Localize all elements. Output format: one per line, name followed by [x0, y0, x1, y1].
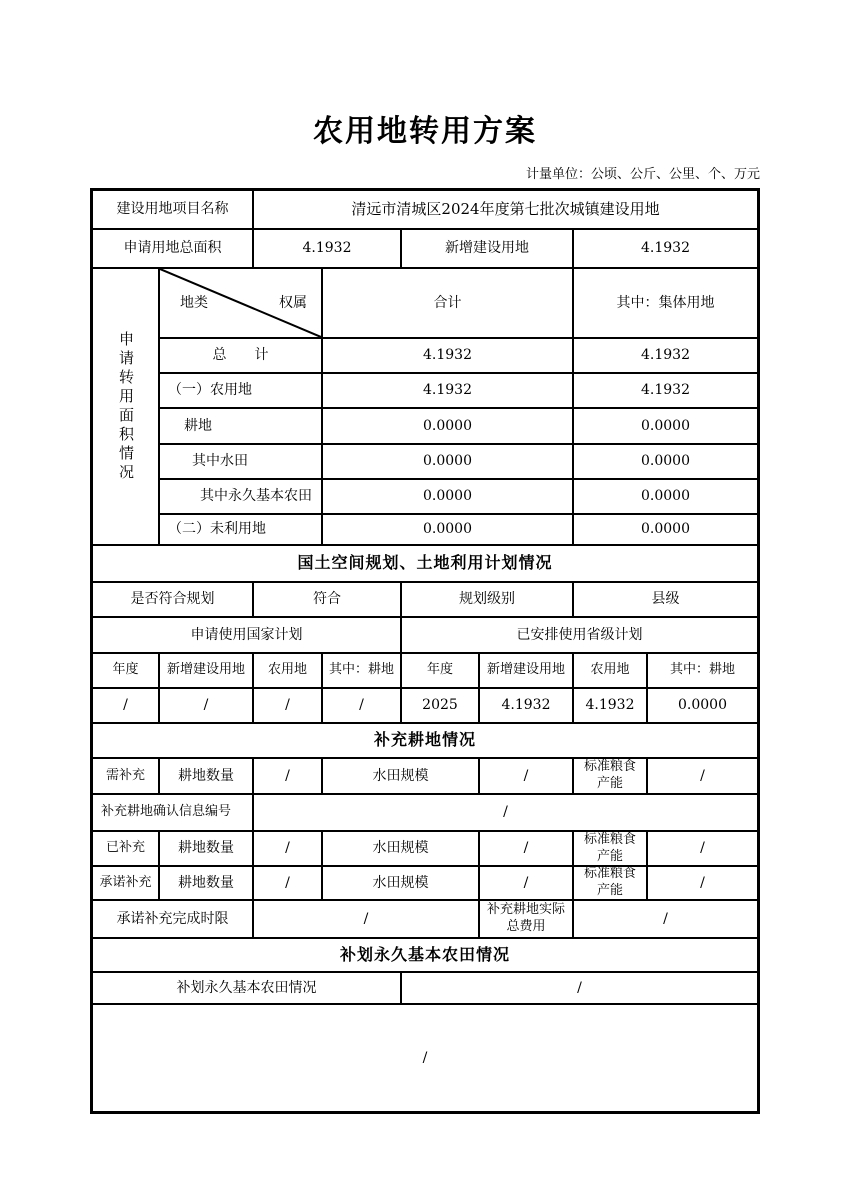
deadline-label: 承诺补充完成时限 [93, 901, 254, 939]
promise-supplement-label: 承诺补充 [93, 867, 160, 901]
diagonal-header-cell [160, 269, 323, 339]
form-table [90, 188, 760, 1114]
promise-qty-value: / [254, 867, 323, 901]
national-plan-cultivated: / [323, 689, 402, 724]
plan-col-header-year: 年度 [93, 654, 160, 689]
permanent-basic-farmland-collective: 0.0000 [574, 480, 757, 515]
done-grain-label: 标准粮食产能 [574, 832, 648, 867]
agricultural-land-total: 4.1932 [323, 374, 574, 409]
actual-fee-label: 补充耕地实际总费用 [480, 901, 574, 939]
done-qty-label: 耕地数量 [160, 832, 254, 867]
provincial-plan-agri-land: 4.1932 [574, 689, 648, 724]
diagonal-label-ownership: 权属 [279, 294, 307, 311]
diagonal-label-landtype: 地类 [180, 294, 208, 311]
row-label-agricultural-land: （一）农用地 [160, 374, 323, 409]
planning-section-header: 国土空间规划、土地利用计划情况 [93, 546, 757, 583]
remark-cell: / [422, 1049, 428, 1066]
plan-col-header-year-2: 年度 [402, 654, 480, 689]
done-grain-value: / [648, 832, 757, 867]
cultivated-land-collective: 0.0000 [574, 409, 757, 445]
column-header-total: 合计 [323, 269, 574, 339]
paddy-field-total: 0.0000 [323, 445, 574, 480]
permanent-basic-farmland-total: 0.0000 [323, 480, 574, 515]
done-paddy-value: / [480, 832, 574, 867]
row-label-permanent-basic-farmland: 其中永久基本农田 [160, 480, 323, 515]
plan-col-header-agri-land-2: 农用地 [574, 654, 648, 689]
new-construction-land-label: 新增建设用地 [402, 230, 574, 269]
row-label-cultivated-land: 耕地 [160, 409, 323, 445]
farmland-row-value: / [402, 973, 757, 1005]
need-qty-label: 耕地数量 [160, 759, 254, 795]
total-area-value: 4.1932 [254, 230, 402, 269]
confirm-number-value: / [254, 795, 757, 832]
confirm-number-label: 补充耕地确认信息编号 [93, 795, 254, 832]
national-plan-year: / [93, 689, 160, 724]
provincial-plan-new-land: 4.1932 [480, 689, 574, 724]
need-grain-label: 标准粮食产能 [574, 759, 648, 795]
project-name-value: 清远市清城区2024年度第七批次城镇建设用地 [254, 191, 757, 230]
grand-total-collective: 4.1932 [574, 339, 757, 374]
done-qty-value: / [254, 832, 323, 867]
national-plan-agri-land: / [254, 689, 323, 724]
promise-qty-label: 耕地数量 [160, 867, 254, 901]
unused-land-total: 0.0000 [323, 515, 574, 546]
farmland-row-label: 补划永久基本农田情况 [93, 973, 402, 1005]
promise-paddy-value: / [480, 867, 574, 901]
provincial-plan-header: 已安排使用省级计划 [402, 618, 757, 654]
planning-level-label: 规划级别 [402, 583, 574, 618]
new-construction-land-value: 4.1932 [574, 230, 757, 269]
actual-fee-value: / [574, 901, 757, 939]
grand-total-total: 4.1932 [323, 339, 574, 374]
compliance-label: 是否符合规划 [93, 583, 254, 618]
total-area-label: 申请用地总面积 [93, 230, 254, 269]
done-paddy-label: 水田规模 [323, 832, 480, 867]
need-supplement-label: 需补充 [93, 759, 160, 795]
plan-col-header-cultivated-2: 其中：耕地 [648, 654, 757, 689]
plan-col-header-cultivated: 其中：耕地 [323, 654, 402, 689]
project-name-label: 建设用地项目名称 [93, 191, 254, 230]
farmland-section-header: 补划永久基本农田情况 [93, 939, 757, 973]
page-title: 农用地转用方案 [313, 114, 537, 149]
cultivated-land-total: 0.0000 [323, 409, 574, 445]
supplement-section-header: 补充耕地情况 [93, 724, 757, 759]
agricultural-land-collective: 4.1932 [574, 374, 757, 409]
need-qty-value: / [254, 759, 323, 795]
national-plan-header: 申请使用国家计划 [93, 618, 402, 654]
provincial-plan-year: 2025 [402, 689, 480, 724]
national-plan-new-land: / [160, 689, 254, 724]
row-label-unused-land: （二）未利用地 [160, 515, 323, 546]
conversion-side-label-cell [93, 269, 160, 546]
need-paddy-label: 水田规模 [323, 759, 480, 795]
promise-grain-label: 标准粮食产能 [574, 867, 648, 901]
promise-grain-value: / [648, 867, 757, 901]
done-supplement-label: 已补充 [93, 832, 160, 867]
need-paddy-value: / [480, 759, 574, 795]
paddy-field-collective: 0.0000 [574, 445, 757, 480]
deadline-value: / [254, 901, 480, 939]
provincial-plan-cultivated: 0.0000 [648, 689, 757, 724]
plan-col-header-new-land: 新增建设用地 [160, 654, 254, 689]
column-header-collective: 其中：集体用地 [574, 269, 757, 339]
measurement-units-note: 计量单位：公顷、公斤、公里、个、万元 [525, 167, 760, 182]
unused-land-collective: 0.0000 [574, 515, 757, 546]
plan-col-header-new-land-2: 新增建设用地 [480, 654, 574, 689]
need-grain-value: / [648, 759, 757, 795]
planning-level-value: 县级 [574, 583, 757, 618]
compliance-value: 符合 [254, 583, 402, 618]
plan-col-header-agri-land: 农用地 [254, 654, 323, 689]
conversion-side-label: 申请转用面积情况 [117, 330, 135, 483]
row-label-paddy-field: 其中水田 [160, 445, 323, 480]
promise-paddy-label: 水田规模 [323, 867, 480, 901]
row-label-grand-total: 总 计 [160, 339, 323, 374]
